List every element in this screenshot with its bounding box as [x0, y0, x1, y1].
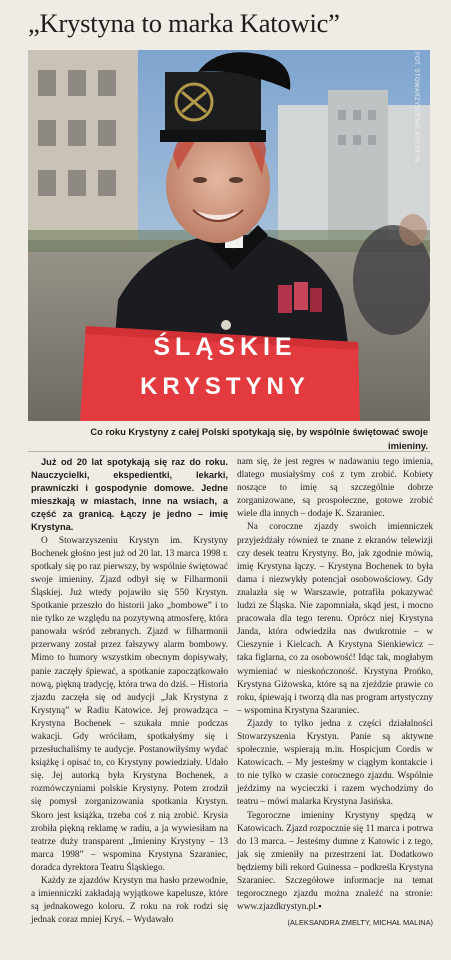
article-paragraph: Na coroczne zjazdy swoich imienniczek przyjeżdżały również te znane z ekranów telewizji czy desek teatru Krystyny. Bo, jak zgodnie mówią, imię Krystyna łączy. – Krystyna Bochenek to była dama i niezwykły potencjał osobowościowy. Gdy znalazła się w Warszawie, potrafiła pokazywać ludzi ze Śląska. Nie zapomniała, skąd jest, i mocno pracowała dla tego terenu. Oprócz niej Krystyna Janda, która odwiedziła nas dwukrotnie – w Cieszynie i Kielcach. A Krystyna Sienkiewicz – taka figlarna, co za osobowość! Idąc tak, mogłabym wymieniać w nieskończoność. Krystyna Prońko, Krystyna Giżowska, które są na zjeździe prawie co roku, śpiewają i tworzą dla nas program artystyczny – wspomina Krystyna Szaraniec. [237, 522, 433, 716]
article-paragraph: nam się, że jest regres w nadawaniu tego imienia, dlatego musiałyśmy coś z tym zrobić. Kobiety noszące to imię są szczególnie dobrze zorganizowane, są prospołeczne, gotowe zrobić wiele dla innych – dodaje K. Szaraniec. [237, 457, 433, 520]
article-lead: Już od 20 lat spotykają się raz do roku. Nauczycielki, ekspedientki, lekarki, prawniczki i gospodynie domowe. Jedne mieszkają w miastach, inne na wsiach, a część za granicą. Łączy je jedno – imię Krystyna. [31, 457, 228, 533]
article-paragraph: Każdy ze zjazdów Krystyn ma hasło przewodnie, a imienniczki zakładają wyjątkowe kapelusze, które są jednakowego koloru. Z roku na rok rodzi się jednak coraz mniej Kryś. – Wydawało [31, 876, 228, 926]
banner-text-line2: KRYSTYNY [140, 373, 310, 400]
author-signature: (ALEKSANDRA ZMELTY, MICHAŁ MALINA) [287, 918, 433, 928]
headline: „Krystyna to marka Katowic” [28, 8, 340, 38]
article-paragraph: O Stowarzyszeniu Krystyn im. Krystyny Bochenek głośno jest już od 20 lat. 13 marca 1998 r. spotkały się po raz pierwszy, by wspólnie świętować swoje imieniny. Zjazd odbył się w Filharmonii Śląskiej. Już wtedy pojawiło się 550 Krystyn. Spotkanie przeszło do historii jako „bombowe” i to nie tylko ze względu na pozytywną atmosferę, która panowała wśród zebranych. Zjazd w filharmonii przerwany został przez fałszywy alarm bombowy. Mimo to humory wszystkim obecnym dopisywały, panie zaczęły śpiewać, a spotkanie zapoczątkowało nową, piękną tradycję, która trwa do dziś. – Historia zjazdu zaczęła się od audycji „Jak Krystyna z Krystyną” w Radiu Katowice. Jej prowadząca – Krystyna Bochenek – szukała mnie podczas wakacji. Gdy wróciłam, spotkałyśmy się i przesłuchaliśmy te audycje. Postanowiłyśmy wydać książkę i opisać to, co Krystyny powiedziały. Udało się. Jej autorką była Krystyna Bochenek, a rozmówczyniami polskie Krystyny. Potem zrodził się pomysł zorganizowania spotkania Krystyn. Skoro jest książka, trzeba coś z nią zrobić. Krysia zrobiła piękną reklamę w radiu, a ja wywiesiłam na teatrze duży transparent „Imieniny Krystyny – 13 marca 1998” – wspomina Krystyna Szaraniec, doradca dyrektora Teatru Śląskiego. [31, 535, 228, 873]
caption-divider [28, 451, 430, 452]
article-paragraph: Tegoroczne imieniny Krystyny spędzą w Katowicach. Zjazd rozpocznie się 11 marca i potrwa do 13 marca. – Jesteśmy dumne z Katowic i z tego, jak się zmieniły na przestrzeni lat. Dodatkowo będziemy bili rekord Guinessa – podkreśla Krystyna Szaraniec. Szczegółowe informacje na temat tegorocznego zjazdu można znaleźć na stronie: www.zjazdkrystyn.pl.▪ [237, 810, 433, 913]
banner-text-line1: ŚLĄSKIE [153, 333, 297, 361]
photo-caption: Co roku Krystyny z całej Polski spotykają się, by wspólnie świętować swoje imieniny. [90, 426, 428, 451]
article-column-right [237, 456, 433, 929]
article-column-left [31, 456, 228, 927]
article-paragraph: Zjazdy to tylko jedna z części działalności Stowarzyszenia Krystyn. Panie są aktywne społecznie, wspierają m.in. Hospicjum Cordis w Katowicach. – My jesteśmy w ciągłym kontakcie i to nie tylko w czasie corocznego zjazdu. Wspólnie jeździmy na wycieczki i razem wychodzimy do teatru – mówi malarka Krystyna Jasińska. [237, 718, 433, 808]
article-photo [28, 50, 430, 421]
photo-credit: FOT. STOWARZYSZENIE KRYSTYN [413, 52, 419, 163]
